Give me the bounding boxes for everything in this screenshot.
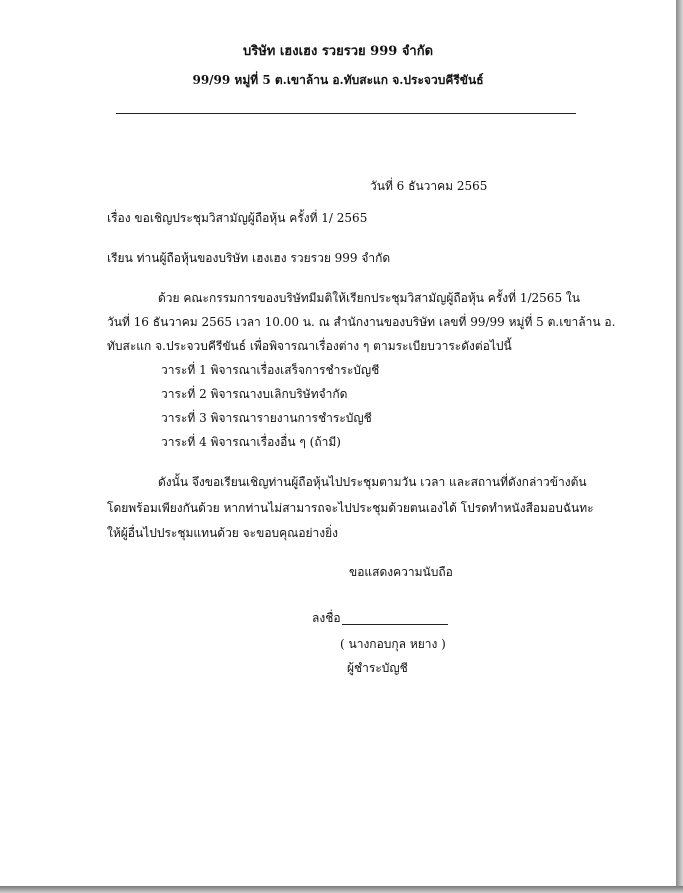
letter-subject: เรื่อง ขอเชิญประชุมวิสามัญผู้ถือหุ้น ครั้งที่ 1/ 2565 [107, 211, 368, 225]
paragraph1-line: ทับสะแก จ.ประจวบคีรีขันธ์ เพื่อพิจารณาเรื่องต่าง ๆ ตามระเบียบวาระดังต่อไปนี้ [107, 339, 512, 353]
signer-name: ( นางกอบกุล หยาง ) [340, 637, 446, 651]
paragraph2-line: ให้ผู้อื่นไปประชุมแทนด้วย จะขอบคุณอย่างยิ่ง [107, 526, 339, 540]
header-divider [116, 113, 576, 114]
paragraph2-line: โดยพร้อมเพียงกันด้วย หากท่านไม่สามารถจะไปประชุมด้วยตนเองได้ โปรดทำหนังสือมอบฉันทะ [107, 501, 594, 515]
paragraph2-line: ดังนั้น จึงขอเรียนเชิญท่านผู้ถือหุ้นไปประชุมตามวัน เวลา และสถานที่ดังกล่าวข้างต้น [158, 475, 587, 489]
closing-regards: ขอแสดงความนับถือ [349, 565, 453, 579]
signature-label: ลงชื่อ [312, 611, 341, 625]
agenda-item: วาระที่ 3 พิจารณารายงานการชำระบัญชี [161, 411, 372, 425]
letter-date: วันที่ 6 ธันวาคม 2565 [370, 179, 488, 193]
paragraph1-line: ด้วย คณะกรรมการของบริษัทมีมติให้เรียกประชุมวิสามัญผู้ถือหุ้น ครั้งที่ 1/2565 ใน [158, 291, 580, 305]
company-name: บริษัท เฮงเฮง รวยรวย 999 จำกัด [242, 44, 434, 59]
agenda-item: วาระที่ 2 พิจารณางบเลิกบริษัทจำกัด [161, 387, 348, 401]
agenda-item: วาระที่ 4 พิจารณาเรื่องอื่น ๆ (ถ้ามี) [161, 435, 341, 449]
page-shadow-right [676, 0, 683, 893]
letter-recipient: เรียน ท่านผู้ถือหุ้นของบริษัท เฮงเฮง รวยรวย 999 จำกัด [107, 251, 391, 265]
paragraph1-line: วันที่ 16 ธันวาคม 2565 เวลา 10.00 น. ณ สำนักงานของบริษัท เลขที่ 99/99 หมู่ที่ 5 ต.เขาล้าน อ. [107, 315, 616, 329]
page-shadow-bottom [0, 886, 683, 893]
signature-line [342, 624, 448, 625]
company-address: 99/99 หมู่ที่ 5 ต.เขาล้าน อ.ทับสะแก จ.ประจวบคีรีขันธ์ [192, 73, 484, 87]
signer-title: ผู้ชำระบัญชี [347, 661, 408, 675]
agenda-item: วาระที่ 1 พิจารณาเรื่องเสร็จการชำระบัญชี [161, 363, 380, 377]
